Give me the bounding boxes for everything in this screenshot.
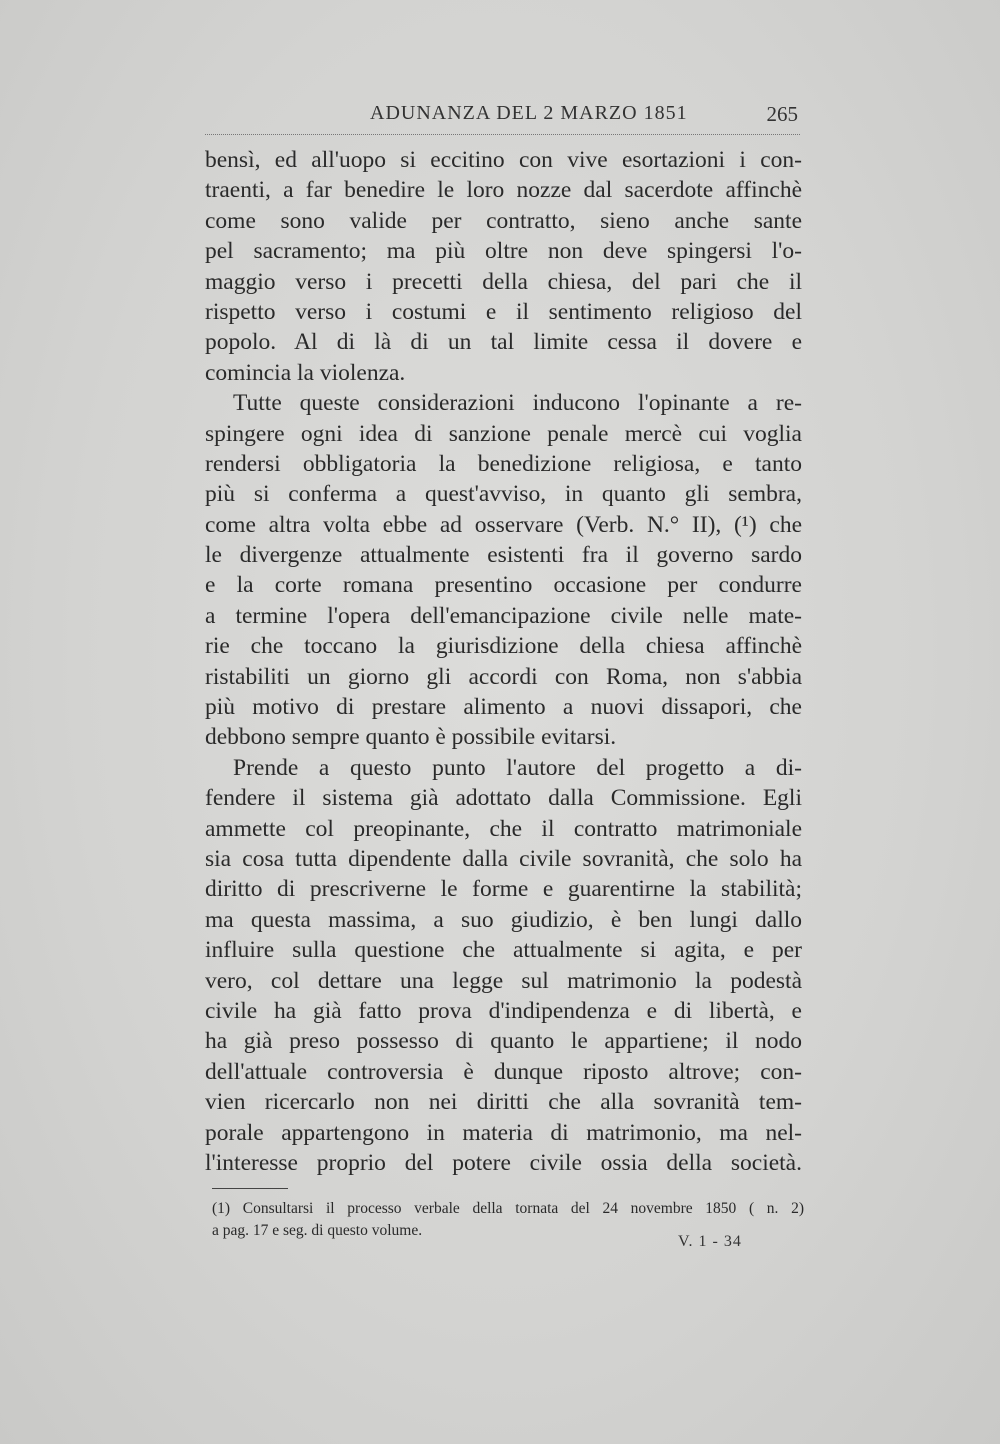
text-line: a termine l'opera dell'emancipazione civile nelle mate- xyxy=(205,602,802,629)
text-line: ammette col preopinante, che il contratto matrimoniale xyxy=(205,815,802,842)
paragraph-end-line: comincia la violenza. xyxy=(205,359,406,386)
text-line: fendere il sistema già adottato dalla Commissione. Egli xyxy=(205,785,802,812)
text-line: e la corte romana presentino occasione per condurre xyxy=(205,572,802,599)
text-line: rispetto verso i costumi e il sentimento religioso del xyxy=(205,298,802,325)
footnote-line: (1) Consultarsi il processo verbale della tornata del 24 novembre 1850 ( n. 2) xyxy=(212,1200,804,1217)
text-line: rendersi obbligatoria la benedizione religiosa, e tanto xyxy=(205,450,802,477)
text-line: maggio verso i precetti della chiesa, del pari che il xyxy=(205,268,802,295)
running-header xyxy=(205,100,800,135)
text-line: spingere ogni idea di sanzione penale mercè cui voglia xyxy=(205,420,802,447)
text-line: più motivo di prestare alimento a nuovi dissapori, che xyxy=(205,694,802,721)
page-number: 265 xyxy=(766,102,798,126)
text-line: popolo. Al di là di un tal limite cessa il dovere e xyxy=(205,329,802,356)
text-line: civile ha già fatto prova d'indipendenza e di libertà, e xyxy=(205,997,802,1024)
running-title: ADUNANZA DEL 2 MARZO 1851 xyxy=(370,102,688,124)
paragraph-start-line: Tutte queste considerazioni inducono l'opinante a re- xyxy=(233,390,802,417)
text-line: l'interesse proprio del potere civile ossia della società. xyxy=(205,1149,802,1176)
paragraph-start-line: Prende a questo punto l'autore del progetto a di- xyxy=(233,754,802,781)
text-line: rie che toccano la giurisdizione della chiesa affinchè xyxy=(205,633,802,660)
signature-mark: V. 1 - 34 xyxy=(678,1233,742,1250)
text-line: traenti, a far benedire le loro nozze dal sacerdote affinchè xyxy=(205,177,802,204)
text-line: ha già preso possesso di quanto le appartiene; il nodo xyxy=(205,1028,802,1055)
body-text xyxy=(205,145,802,1178)
footnote-rule xyxy=(212,1188,288,1189)
text-line: porale appartengono in materia di matrimonio, ma nel- xyxy=(205,1119,802,1146)
text-line: dell'attuale controversia è dunque riposto altrove; con- xyxy=(205,1058,802,1085)
text-line: vien ricercarlo non nei diritti che alla sovranità tem- xyxy=(205,1089,802,1116)
text-line: sia cosa tutta dipendente dalla civile sovranità, che solo ha xyxy=(205,845,802,872)
text-line: come altra volta ebbe ad osservare (Verb. N.° II), (¹) che xyxy=(205,511,802,538)
text-line: bensì, ed all'uopo si eccitino con vive esortazioni i con- xyxy=(205,147,802,173)
text-line: ristabiliti un giorno gli accordi con Roma, non s'abbia xyxy=(205,663,802,690)
text-line: più si conferma a quest'avviso, in quanto gli sembra, xyxy=(205,481,802,508)
paragraph-end-line: debbono sempre quanto è possibile evitarsi. xyxy=(205,724,617,751)
text-line: ma questa massima, a suo giudizio, è ben lungi dallo xyxy=(205,906,802,933)
text-line: diritto di prescriverne le forme e guarentirne la stabilità; xyxy=(205,876,802,903)
footnote-line: a pag. 17 e seg. di questo volume. xyxy=(212,1222,423,1239)
text-line: vero, col dettare una legge sul matrimonio la podestà xyxy=(205,967,802,994)
text-line: le divergenze attualmente esistenti fra il governo sardo xyxy=(205,542,802,569)
text-line: influire sulla questione che attualmente si agita, e per xyxy=(205,937,802,964)
text-line: pel sacramento; ma più oltre non deve spingersi l'o- xyxy=(205,238,802,265)
text-line: come sono valide per contratto, sieno anche sante xyxy=(205,207,802,234)
